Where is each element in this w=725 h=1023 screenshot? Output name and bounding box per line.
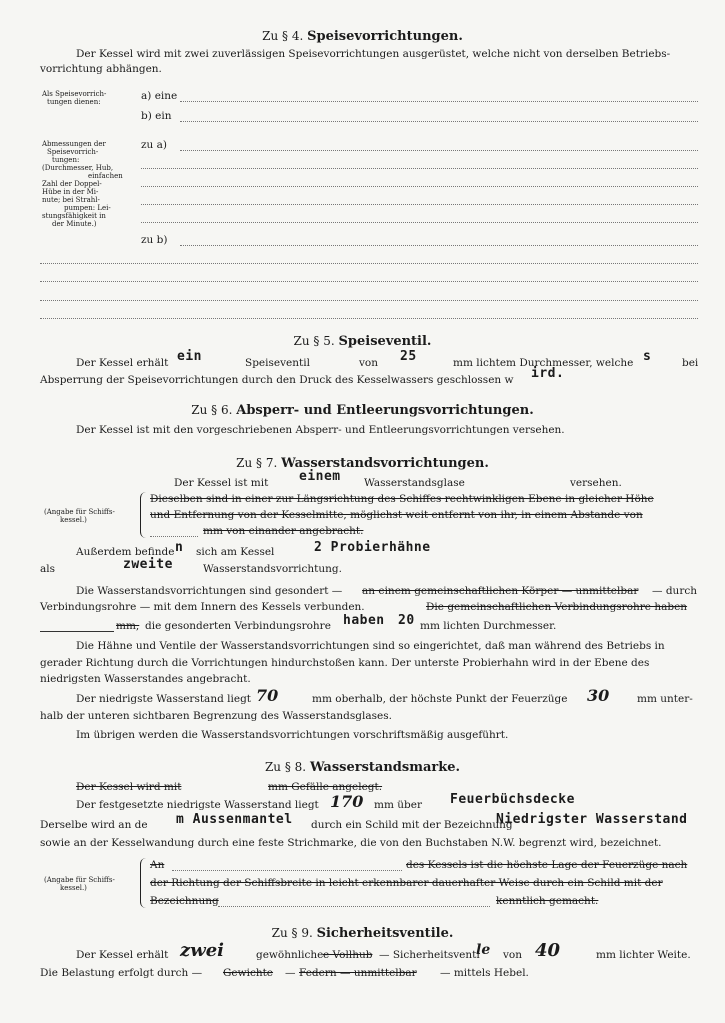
s8-struck-2a: An <box>150 859 165 871</box>
s8-l4: sowie an der Kesselwandung durch eine feste Strichmarke, die von den Buchstaben N.W. begrenzt wird, bezeichnet. <box>40 837 662 849</box>
s4-serve-label-1: Als Speisevorrich- <box>42 90 107 98</box>
s5-fill-ird: ird. <box>531 366 565 381</box>
s8-side-label-2: kessel.) <box>60 884 87 892</box>
s7-l7-a: Verbindungsrohre — mit dem Innern des Kessels verbunden. <box>40 601 365 613</box>
section-8-title: Wasserstandsmarke. <box>309 760 461 775</box>
section-5-prefix: Zu § 5. <box>293 334 335 348</box>
s7-p3: Im übrigen werden die Wasserstandsvorrichtungen vorschriftsmäßig ausgeführt. <box>76 729 509 741</box>
s4-serve-label-2: tungen dienen: <box>47 98 101 106</box>
s7-p2-2: halb der unteren sichtbaren Begrenzung des Wasserstandsglases. <box>40 710 392 722</box>
s4-zu-b-field-3 <box>40 281 698 282</box>
s8-fill-label: Niedrigster Wasserstand <box>496 812 688 827</box>
s8-struck-4a: Bezeichnung <box>150 895 219 907</box>
section-7-heading <box>0 456 725 471</box>
s8-struck-4-field <box>218 906 490 907</box>
s8-l2-a: Der festgesetzte niedrigste Wasserstand liegt <box>76 799 319 811</box>
s7-fill-probes: 2 Probierhähne <box>314 540 431 555</box>
s8-brace <box>140 858 147 908</box>
s8-l3-a: Derselbe wird an de <box>40 819 148 831</box>
s9-fill-le: le <box>476 942 491 958</box>
s7-l5-a: als <box>40 563 56 575</box>
s7-l7-struck: Die gemeinschaftlichen Verbindungsrohre haben <box>426 601 688 613</box>
section-4-prefix: Zu § 4. <box>262 29 304 43</box>
s9-fill-width: 40 <box>535 940 561 961</box>
section-4-title: Speisevorrichtungen. <box>307 29 463 44</box>
s7-fill-n: n <box>175 540 184 555</box>
s4-line-1: Der Kessel wird mit zwei zuverlässigen Speisevorrichtungen ausgerüstet, welche nicht von derselben Betriebs- <box>76 48 671 60</box>
section-7-title: Wasserstandsvorrichtungen. <box>281 456 489 471</box>
s8-l3-b: durch ein Schild mit der Bezeichnung <box>311 819 513 831</box>
s5-l1-e: bei <box>682 357 699 369</box>
section-5-title: Speiseventil. <box>338 334 432 349</box>
s8-struck-2-field <box>172 870 402 871</box>
s4-dims-label-0: Abmessungen der <box>42 140 106 148</box>
s7-l1-b: Wasserstandsglase <box>364 477 465 489</box>
s4-item-a-field <box>180 101 698 102</box>
s5-fill-count: ein <box>177 349 202 364</box>
s7-fill-glass-count: einem <box>299 469 341 484</box>
s9-l2-dash: — <box>285 967 296 979</box>
s7-l8-a: die gesonderten Verbindungsrohre <box>145 620 331 632</box>
section-6-prefix: Zu § 6. <box>191 403 233 417</box>
s4-zu-a-field-2 <box>141 168 698 169</box>
s9-l2-a: Die Belastung erfolgt durch — <box>40 967 203 979</box>
section-6-heading <box>0 403 725 418</box>
s7-fill-second: zweite <box>123 557 173 572</box>
s9-l1-struck: e Vollhub <box>323 949 373 961</box>
s7-p2-b: mm oberhalb, der höchste Punkt der Feuerzüge <box>312 693 568 705</box>
s5-l2: Absperrung der Speisevorrichtungen durch den Druck des Kesselwassers geschlossen w <box>40 374 514 386</box>
s7-l6-b: — durch <box>652 585 697 597</box>
s4-zu-b-field-2 <box>40 263 698 264</box>
s7-brace <box>140 492 147 538</box>
s7-side-label-1: (Angabe für Schiffs- <box>44 508 115 516</box>
s4-zu-a-field-5 <box>141 222 698 223</box>
s9-l1-d: von <box>503 949 523 961</box>
s4-dims-label-10: der Minute.) <box>52 220 97 228</box>
s8-side-label-1: (Angabe für Schiffs- <box>44 876 115 884</box>
section-8-heading <box>0 760 725 775</box>
s4-dims-label-6: Hübe in der Mi- <box>42 188 99 196</box>
section-7-prefix: Zu § 7. <box>236 456 278 470</box>
s4-zu-a-field-4 <box>141 204 698 205</box>
s7-l1-c: versehen. <box>570 477 622 489</box>
s8-fill-reference: Feuerbüchsdecke <box>450 792 575 807</box>
s4-item-b: b) ein <box>141 110 172 122</box>
s7-p2-a: Der niedrigste Wasserstand liegt <box>76 693 252 705</box>
section-5-heading <box>0 334 725 349</box>
s4-zu-a-field-3 <box>141 186 698 187</box>
s7-struck-3-field <box>150 536 198 537</box>
s7-struck-2: und Entfernung von der Kesselmitte, möglichst weit entfernt von ihr, in einem Abstande von <box>150 509 643 521</box>
s7-l8-field <box>40 631 114 632</box>
s4-line-2: vorrichtung abhängen. <box>40 63 162 75</box>
s4-zu-b-field-5 <box>40 318 698 319</box>
s5-fill-s: s <box>643 349 652 364</box>
s4-dims-label-5: Zahl der Doppel- <box>42 180 102 188</box>
s7-fill-haben: haben <box>343 613 385 628</box>
s9-fill-count: zwei <box>180 940 225 961</box>
s4-item-a: a) eine <box>141 90 178 102</box>
s8-struck-1b: mm Gefälle angelegt. <box>268 781 383 793</box>
s7-p1-3: niedrigsten Wasserstandes angebracht. <box>40 673 251 685</box>
s7-fill-pipe-diameter: 20 <box>398 613 415 628</box>
s7-l4-a: Außerdem befinde <box>76 546 175 558</box>
s4-zu-b-field-1 <box>180 245 698 246</box>
s9-l1-c: — Sicherheitsventi <box>379 949 480 961</box>
s5-l1-a: Der Kessel erhält <box>76 357 169 369</box>
s7-fill-low-water: 70 <box>256 686 279 705</box>
s7-l6-struck: an einem gemeinschaftlichen Körper — unmittelbar <box>362 585 639 597</box>
s7-fill-flue-distance: 30 <box>587 686 610 705</box>
s4-zu-a: zu a) <box>141 139 167 151</box>
s7-p2-c: mm unter- <box>637 693 693 705</box>
s9-l1-a: Der Kessel erhält <box>76 949 169 961</box>
section-9-prefix: Zu § 9. <box>271 926 313 940</box>
s7-side-label-2: kessel.) <box>60 516 87 524</box>
s5-l1-d: mm lichtem Durchmesser, welche <box>453 357 634 369</box>
s4-dims-label-9: stungsfähigkeit in <box>42 212 106 220</box>
s5-fill-diameter: 25 <box>400 349 417 364</box>
section-6-title: Absperr- und Entleerungsvorrichtungen. <box>236 403 534 418</box>
s4-item-b-field <box>180 121 698 122</box>
s8-struck-2b: des Kessels ist die höchste Lage der Feuerzüge nach <box>406 859 688 871</box>
s7-p1-2: gerader Richtung durch die Vorrichtungen hindurchstoßen kann. Der unterste Probierhahn wird in der Ebene des <box>40 657 650 669</box>
section-8-prefix: Zu § 8. <box>264 760 307 774</box>
s6-line-1: Der Kessel ist mit den vorgeschriebenen Absperr- und Entleerungsvorrichtungen versehen. <box>76 424 565 436</box>
s4-dims-label-1: Speisevorrich- <box>47 148 99 156</box>
s7-struck-1: Dieselben sind in einer zur Längsrichtung des Schiffes rechtwinkligen Ebene in gleicher Höhe <box>150 493 654 505</box>
s7-l8-b: mm lichten Durchmesser. <box>420 620 557 632</box>
s7-l5-b: Wasserstandsvorrichtung. <box>203 563 342 575</box>
s4-dims-label-7: nute; bei Strahl- <box>42 196 100 204</box>
s9-l1-e: mm lichter Weite. <box>596 949 691 961</box>
s9-l2-b: — mittels Hebel. <box>440 967 529 979</box>
s4-zu-b: zu b) <box>141 234 168 246</box>
s4-dims-label-4: einfachen <box>88 172 123 180</box>
s8-struck-4b: kenntlich gemacht. <box>496 895 599 907</box>
s7-l8-struck: mm, <box>116 620 140 632</box>
s4-dims-label-3: (Durchmesser, Hub, <box>42 164 114 172</box>
s9-l2-struck-2: Federn — unmittelbar <box>299 967 417 979</box>
s8-fill-location: m Aussenmantel <box>176 812 293 827</box>
s4-zu-a-field-1 <box>180 150 698 151</box>
s5-l1-c: von <box>359 357 379 369</box>
section-9-title: Sicherheitsventile. <box>316 926 454 941</box>
s7-p1-1: Die Hähne und Ventile der Wasserstandsvorrichtungen sind so eingerichtet, daß man während des Betriebs in <box>76 640 665 652</box>
s9-l1-b: gewöhnliche <box>256 949 324 961</box>
s8-struck-1: Der Kessel wird mit <box>76 781 182 793</box>
s8-l2-b: mm über <box>374 799 422 811</box>
s7-l4-b: sich am Kessel <box>196 546 275 558</box>
s4-dims-label-8: pumpen: Lei- <box>64 204 111 212</box>
s4-dims-label-2: tungen: <box>52 156 80 164</box>
s5-l1-b: Speiseventil <box>245 357 310 369</box>
s8-struck-3: der Richtung der Schiffsbreite in leicht erkennbarer dauerhafter Weise durch ein Schild mit der <box>150 877 663 889</box>
section-4-heading <box>0 29 725 44</box>
section-9-heading <box>0 926 725 941</box>
s7-l1-a: Der Kessel ist mit <box>174 477 269 489</box>
s8-fill-water-height: 170 <box>330 792 364 811</box>
s7-struck-3: mm von einander angebracht. <box>203 525 364 537</box>
s7-l6-a: Die Wasserstandsvorrichtungen sind gesondert — <box>76 585 343 597</box>
s4-zu-b-field-4 <box>40 300 698 301</box>
s9-l2-struck-1: Gewichte <box>223 967 274 979</box>
